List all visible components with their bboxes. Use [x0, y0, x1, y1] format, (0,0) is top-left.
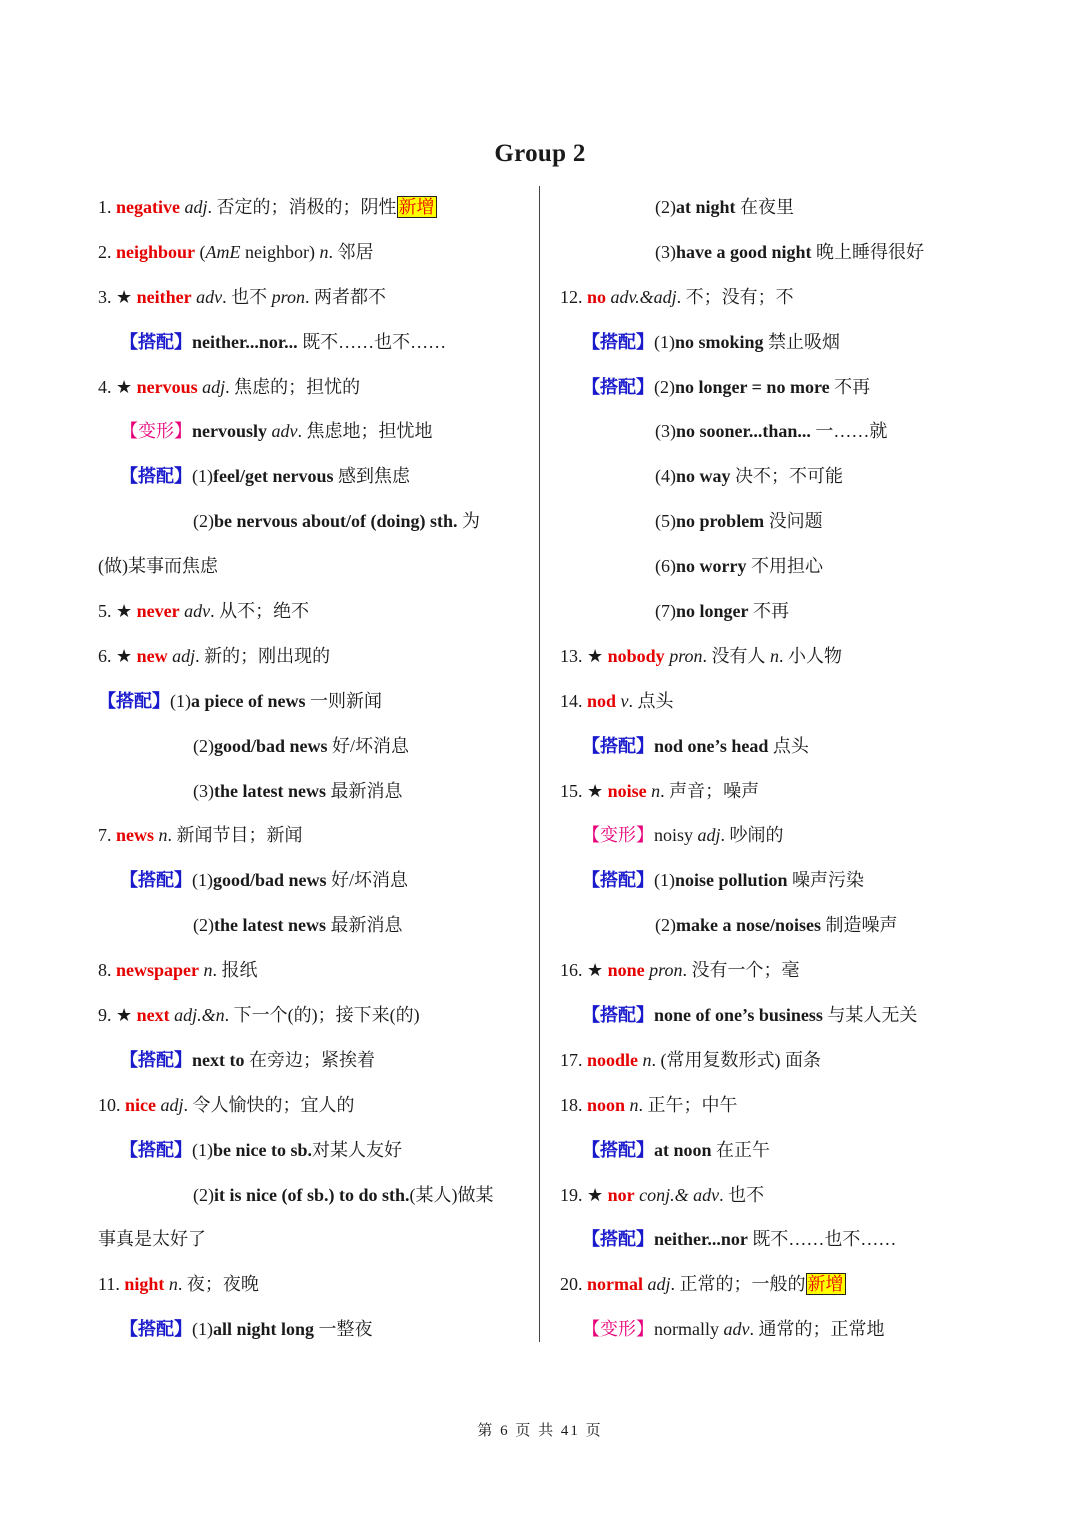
definition: 在夜里 — [735, 197, 795, 217]
headword: none — [607, 960, 645, 981]
entry-prefix: (2) — [193, 1184, 214, 1205]
phrase: no longer — [676, 601, 749, 622]
definition: 既不……也不…… — [297, 331, 447, 352]
part-of-speech-2: n — [319, 241, 329, 262]
entry-line — [560, 1267, 980, 1312]
definition: 一……就 — [810, 421, 888, 442]
entry-line — [98, 1312, 518, 1357]
part-of-speech: adv — [196, 286, 223, 307]
entry-line — [98, 459, 518, 504]
entry-prefix: (1) — [192, 1139, 213, 1160]
part-of-speech: n — [642, 1049, 652, 1070]
entry-line — [560, 325, 980, 370]
collocation-tag: 【搭配】 — [582, 376, 654, 397]
definition: ( — [195, 241, 206, 262]
definition: 一整夜 — [314, 1319, 373, 1340]
entry-number: 3. — [98, 286, 116, 307]
collocation-tag: 【搭配】 — [120, 466, 192, 487]
entry-line — [98, 684, 518, 729]
new-badge: 新增 — [807, 1274, 844, 1295]
star-icon: ★ — [116, 286, 137, 307]
definition: 最新消息 — [325, 780, 403, 801]
phrase: feel/get nervous — [213, 466, 334, 487]
entry-prefix: (2) — [193, 511, 214, 532]
entry-number: 2. — [98, 241, 116, 262]
definition: 在正午 — [711, 1139, 771, 1160]
entry-prefix: (1) — [192, 466, 213, 487]
phrase: at noon — [654, 1139, 712, 1160]
definition: 不再 — [748, 601, 790, 622]
headword: noon — [587, 1094, 626, 1115]
entry-number: 11. — [98, 1274, 125, 1295]
phrase: nod one’s head — [654, 735, 769, 756]
entry-line — [98, 414, 518, 459]
entry-line — [560, 414, 980, 459]
headword: noise — [607, 780, 647, 801]
definition: 晚上睡得很好 — [811, 241, 925, 262]
part-of-speech: adj — [172, 645, 196, 666]
definition: 噪声污染 — [787, 870, 865, 891]
headword: nor — [607, 1184, 635, 1205]
entry-number: 16. — [560, 960, 587, 981]
entry-line — [98, 1222, 518, 1267]
headword: nice — [125, 1094, 156, 1115]
definition: . 焦虑地；担忧地 — [297, 421, 433, 442]
part-of-speech: adv — [184, 601, 211, 622]
entry-number: 15. — [560, 780, 587, 801]
headword: new — [136, 645, 168, 666]
collocation-tag: 【搭配】 — [582, 1229, 654, 1250]
phrase: be nice to sb. — [213, 1139, 312, 1160]
part-of-speech: conj.& adv — [639, 1184, 720, 1205]
phrase: at night — [676, 197, 736, 217]
definition: . 新的；刚出现的 — [195, 645, 331, 666]
entry-line — [560, 684, 980, 729]
variant-tag: 【变形】 — [120, 421, 192, 442]
entry-line — [98, 774, 518, 819]
entry-prefix: (7) — [655, 601, 676, 622]
entry-prefix: (1) — [654, 331, 675, 352]
definition: . 通常的；正常地 — [749, 1319, 885, 1340]
phrase: nervously — [192, 421, 268, 442]
definition-cont: neighbor) — [240, 241, 320, 262]
phrase: the latest news — [214, 915, 326, 936]
entry-number: 19. — [560, 1184, 587, 1205]
definition: . 报纸 — [212, 960, 258, 981]
definition: . 正常的；一般的 — [670, 1274, 806, 1295]
entry-number: 12. — [560, 286, 587, 307]
definition: 不用担心 — [746, 556, 823, 577]
page-title: Group 2 — [494, 140, 586, 167]
entry-prefix: noisy — [654, 825, 698, 846]
page-footer: 第 6 页 共 41 页 — [477, 1423, 603, 1439]
entry-line — [98, 1133, 518, 1178]
definition: . 没有一个；毫 — [682, 960, 800, 981]
definition: . 令人愉快的；宜人的 — [183, 1094, 355, 1115]
entry-line — [98, 549, 518, 594]
star-icon: ★ — [116, 601, 137, 622]
entry-line — [98, 235, 518, 280]
entry-prefix: (1) — [170, 690, 191, 711]
part-of-speech: n — [158, 825, 168, 846]
entry-number: 14. — [560, 690, 587, 711]
entry-line — [560, 863, 980, 908]
definition: . 不；没有；不 — [676, 286, 794, 307]
phrase: no worry — [676, 556, 747, 577]
definition: . 夜；夜晚 — [177, 1274, 259, 1295]
part-of-speech: adj — [184, 197, 208, 217]
part-of-speech-2: pron — [271, 286, 305, 307]
entry-prefix: (1) — [192, 870, 213, 891]
phrase: all night long — [213, 1319, 315, 1340]
part-of-speech: n — [629, 1094, 639, 1115]
entry-number: 5. — [98, 601, 116, 622]
entry-line — [560, 639, 980, 684]
entry-line — [98, 504, 518, 549]
entry-line — [98, 639, 518, 684]
entry-prefix: (2) — [654, 376, 675, 397]
phrase: no longer = no more — [675, 376, 830, 397]
collocation-tag: 【搭配】 — [98, 690, 170, 711]
entry-number: 6. — [98, 645, 116, 666]
collocation-tag: 【搭配】 — [120, 1319, 192, 1340]
phrase: noise pollution — [675, 870, 788, 891]
headword: normal — [587, 1274, 643, 1295]
definition-2: . 小人物 — [779, 645, 843, 666]
entry-line — [98, 370, 518, 415]
entry-line — [560, 998, 980, 1043]
entry-prefix: (4) — [655, 466, 676, 487]
entry-number: 7. — [98, 825, 116, 846]
headword: night — [124, 1274, 165, 1295]
definition: 禁止吸烟 — [763, 331, 841, 352]
right-column — [560, 190, 980, 1357]
part-of-speech-2: n — [770, 645, 780, 666]
phrase: the latest news — [214, 780, 326, 801]
entry-line — [560, 1312, 980, 1357]
definition: 不再 — [829, 376, 871, 397]
definition: (做)某事而焦虑 — [98, 556, 218, 577]
definition-2: . 两者都不 — [304, 286, 386, 307]
part-of-speech: adj — [160, 1094, 184, 1115]
headword: next — [136, 1005, 170, 1026]
entry-prefix: (2) — [193, 915, 214, 936]
entry-prefix: (3) — [193, 780, 214, 801]
definition: 对某人友好 — [312, 1139, 402, 1160]
definition: . (常用复数形式) 面条 — [651, 1049, 822, 1070]
phrase: make a nose/noises — [676, 915, 822, 936]
entry-prefix: (1) — [192, 1319, 213, 1340]
part-of-speech: n — [651, 780, 661, 801]
part-of-speech: adv — [723, 1319, 750, 1340]
entry-line — [560, 1222, 980, 1267]
entry-number: 17. — [560, 1049, 587, 1070]
variant-tag: 【变形】 — [582, 1319, 654, 1340]
entry-number: 20. — [560, 1274, 587, 1295]
definition: (某人)做某 — [409, 1184, 494, 1205]
phrase: no sooner...than... — [676, 421, 811, 442]
headword: never — [136, 601, 180, 622]
entry-line — [98, 729, 518, 774]
entry-prefix: (2) — [655, 197, 676, 217]
entry-line — [560, 370, 980, 415]
headword: no — [587, 286, 607, 307]
collocation-tag: 【搭配】 — [120, 331, 192, 352]
definition-2: . 邻居 — [328, 241, 374, 262]
entry-line — [560, 504, 980, 549]
headword: nobody — [607, 645, 665, 666]
entry-line — [560, 594, 980, 639]
part-of-speech: adv.&adj — [610, 286, 677, 307]
entry-line — [560, 774, 980, 819]
entry-prefix: (3) — [655, 421, 676, 442]
definition: . 也不 — [222, 286, 272, 307]
entry-number: 13. — [560, 645, 587, 666]
phrase: no smoking — [675, 331, 764, 352]
entry-number: 18. — [560, 1094, 587, 1115]
new-badge: 新增 — [398, 197, 435, 217]
entry-line — [98, 190, 518, 235]
headword: news — [116, 825, 155, 846]
entry-line — [98, 908, 518, 953]
part-of-speech: adj.&n — [174, 1005, 225, 1026]
entry-line — [560, 190, 980, 235]
part-of-speech: adj — [202, 376, 226, 397]
entry-line — [560, 459, 980, 504]
headword: newspaper — [116, 960, 200, 981]
definition: 好/坏消息 — [327, 735, 410, 756]
definition: . 新闻节目；新闻 — [167, 825, 303, 846]
entry-line — [98, 953, 518, 998]
star-icon: ★ — [587, 1184, 608, 1205]
star-icon: ★ — [116, 1005, 137, 1026]
entry-line — [98, 818, 518, 863]
phrase: have a good night — [676, 241, 812, 262]
collocation-tag: 【搭配】 — [582, 1005, 654, 1026]
headword: nervous — [136, 376, 198, 397]
phrase: it is nice (of sb.) to do sth. — [214, 1184, 410, 1205]
definition: 既不……也不…… — [747, 1229, 897, 1250]
definition: 与某人无关 — [822, 1005, 918, 1026]
entry-line — [560, 908, 980, 953]
definition: 决不；不可能 — [730, 466, 844, 487]
phrase: be nervous about/of (doing) sth. — [214, 511, 458, 532]
entry-line — [560, 1043, 980, 1088]
collocation-tag: 【搭配】 — [582, 1139, 654, 1160]
phrase: no problem — [676, 511, 765, 532]
part-of-speech: v — [620, 690, 629, 711]
entry-line — [560, 280, 980, 325]
entry-line — [560, 235, 980, 280]
collocation-tag: 【搭配】 — [120, 870, 192, 891]
definition: . 声音；噪声 — [660, 780, 760, 801]
definition: 事真是太好了 — [98, 1229, 206, 1250]
definition: 一则新闻 — [305, 690, 382, 711]
headword: neither — [136, 286, 192, 307]
part-of-speech: adj — [697, 825, 721, 846]
star-icon: ★ — [116, 645, 137, 666]
definition: 最新消息 — [325, 915, 403, 936]
definition: . 点头 — [628, 690, 674, 711]
part-of-speech: pron — [649, 960, 683, 981]
collocation-tag: 【搭配】 — [582, 735, 654, 756]
definition: 感到焦虑 — [333, 466, 410, 487]
entry-number: 10. — [98, 1094, 125, 1115]
definition: . 否定的；消极的；阴性 — [207, 197, 397, 217]
entry-number: 8. — [98, 960, 116, 981]
left-column — [98, 190, 518, 1357]
entry-line — [98, 1178, 518, 1223]
entry-prefix: (2) — [193, 735, 214, 756]
entry-line — [98, 863, 518, 908]
phrase: good/bad news — [214, 735, 328, 756]
entry-line — [560, 729, 980, 774]
headword: neighbour — [116, 241, 196, 262]
entry-line — [98, 1088, 518, 1133]
entry-prefix: (3) — [655, 241, 676, 262]
entry-line — [560, 1133, 980, 1178]
definition: 点头 — [768, 735, 809, 756]
definition: . 吵闹的 — [720, 825, 784, 846]
phrase: neither...nor — [654, 1229, 748, 1250]
part-of-speech: n — [168, 1274, 178, 1295]
headword: nod — [587, 690, 617, 711]
star-icon: ★ — [587, 780, 608, 801]
entry-line — [560, 549, 980, 594]
star-icon: ★ — [587, 645, 608, 666]
collocation-tag: 【搭配】 — [582, 870, 654, 891]
entry-prefix: (1) — [654, 870, 675, 891]
definition: . 没有人 — [702, 645, 771, 666]
definition: . 下一个(的)；接下来(的) — [224, 1005, 420, 1026]
variant-tag: 【变形】 — [582, 825, 654, 846]
entry-line — [98, 594, 518, 639]
entry-line — [98, 325, 518, 370]
phrase: neither...nor... — [192, 331, 298, 352]
definition: . 焦虑的；担忧的 — [225, 376, 361, 397]
definition: . 也不 — [719, 1184, 765, 1205]
definition: 制造噪声 — [821, 915, 898, 936]
entry-line — [98, 1043, 518, 1088]
part-of-speech: adj — [647, 1274, 671, 1295]
entry-number: 1. — [98, 197, 116, 217]
definition: . 正午；中午 — [638, 1094, 738, 1115]
phrase: next to — [192, 1049, 245, 1070]
star-icon: ★ — [116, 376, 137, 397]
entry-prefix: normally — [654, 1319, 724, 1340]
part-of-speech: n — [203, 960, 213, 981]
headword: noodle — [587, 1049, 639, 1070]
definition: 好/坏消息 — [326, 870, 409, 891]
headword: negative — [116, 197, 180, 217]
phrase: none of one’s business — [654, 1005, 823, 1026]
entry-prefix: (2) — [655, 915, 676, 936]
entry-line — [560, 953, 980, 998]
phrase: good/bad news — [213, 870, 327, 891]
entry-prefix: (6) — [655, 556, 676, 577]
entry-line — [98, 1267, 518, 1312]
entry-line — [560, 1088, 980, 1133]
definition: 在旁边；紧挨着 — [244, 1049, 375, 1070]
entry-prefix: (5) — [655, 511, 676, 532]
entry-line — [560, 1178, 980, 1223]
definition: 为 — [457, 511, 481, 532]
phrase: a piece of news — [191, 690, 306, 711]
column-divider — [539, 186, 540, 1342]
entry-number: 9. — [98, 1005, 116, 1026]
part-of-speech: AmE — [205, 241, 241, 262]
phrase: no way — [676, 466, 731, 487]
collocation-tag: 【搭配】 — [120, 1139, 192, 1160]
part-of-speech: adv — [267, 421, 298, 442]
part-of-speech: pron — [669, 645, 703, 666]
entry-line — [98, 280, 518, 325]
entry-number: 4. — [98, 376, 116, 397]
collocation-tag: 【搭配】 — [120, 1049, 192, 1070]
entry-line — [98, 998, 518, 1043]
definition: 没问题 — [764, 511, 823, 532]
entry-line — [560, 818, 980, 863]
star-icon: ★ — [587, 960, 608, 981]
definition: . 从不；绝不 — [210, 601, 310, 622]
collocation-tag: 【搭配】 — [582, 331, 654, 352]
